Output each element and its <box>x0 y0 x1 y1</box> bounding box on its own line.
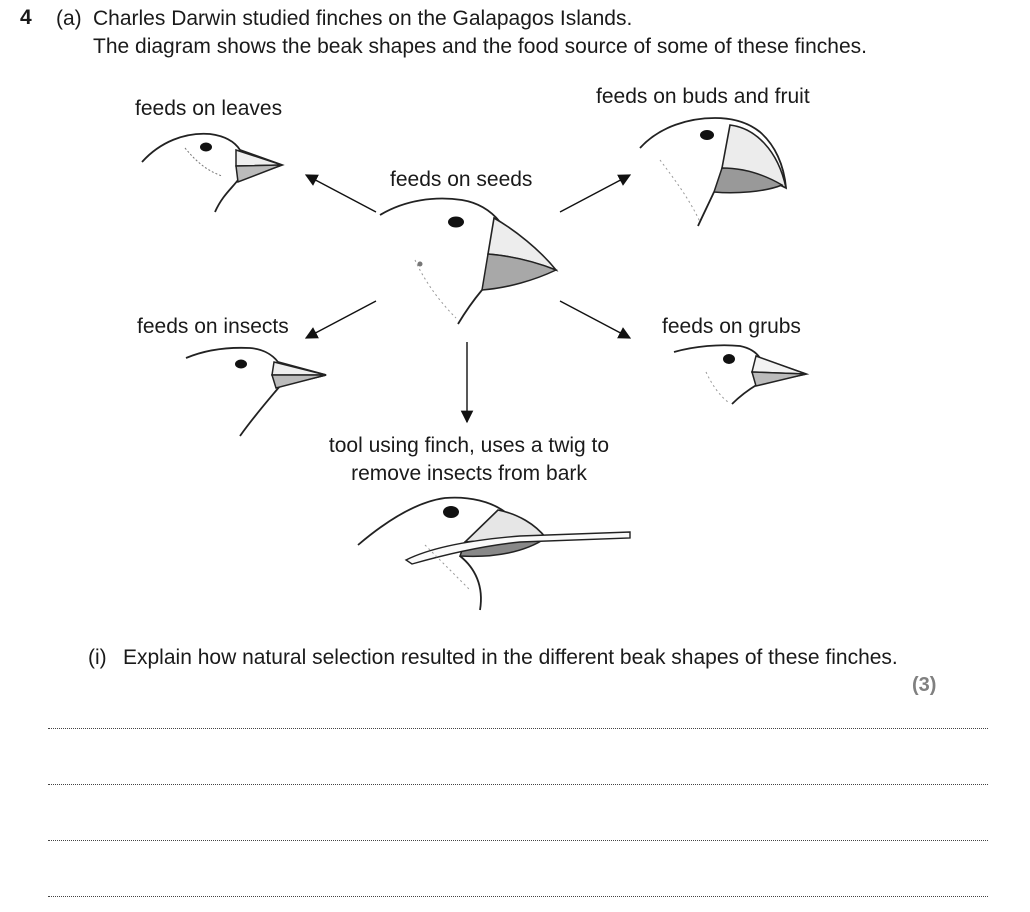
question-intro-line1: Charles Darwin studied finches on the Galapagos Islands. <box>93 7 633 30</box>
subquestion-number: (i) <box>88 646 107 669</box>
finch-tool-image <box>358 498 630 610</box>
label-tool-line2: remove insects from bark <box>351 462 587 485</box>
arrow-to-insects <box>306 301 376 338</box>
label-feeds-on-grubs: feeds on grubs <box>662 315 801 338</box>
question-number: 4 <box>20 6 32 29</box>
arrow-to-leaves <box>306 175 376 212</box>
finch-leaves-image <box>142 134 282 212</box>
finch-buds-image <box>640 118 786 226</box>
answer-line-1[interactable] <box>48 728 988 729</box>
label-tool-line1: tool using finch, uses a twig to <box>328 434 610 457</box>
label-feeds-on-insects: feeds on insects <box>137 315 289 338</box>
label-feeds-on-buds-and-fruit: feeds on buds and fruit <box>596 85 810 108</box>
marks-badge: (3) <box>912 674 937 696</box>
finch-seeds-image <box>380 199 556 324</box>
question-part: (a) <box>56 7 82 30</box>
question-intro-line2: The diagram shows the beak shapes and the food source of some of these finches. <box>93 35 867 58</box>
finch-grubs-image <box>674 345 806 404</box>
label-tool-using-finch <box>299 432 639 488</box>
label-feeds-on-leaves: feeds on leaves <box>135 97 283 120</box>
arrow-to-buds <box>560 175 630 212</box>
finch-insects-image <box>186 348 326 436</box>
answer-line-2[interactable] <box>48 784 988 785</box>
answer-line-3[interactable] <box>48 840 988 841</box>
answer-line-4[interactable] <box>48 896 988 897</box>
label-feeds-on-seeds: feeds on seeds <box>390 168 533 191</box>
arrow-to-grubs <box>560 301 630 338</box>
subquestion-text: Explain how natural selection resulted in the different beak shapes of these finches. <box>123 646 898 669</box>
